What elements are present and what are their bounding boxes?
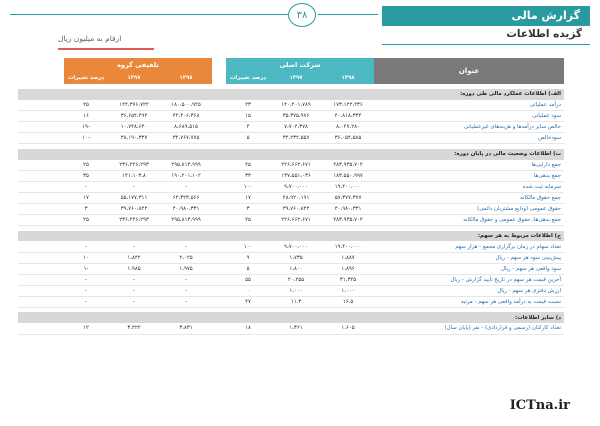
section-header-row <box>18 312 564 323</box>
unit-note: ارقام به میلیون ریال <box>58 34 122 43</box>
cell-cp: ۵۵ <box>226 274 270 285</box>
company-year1-header: ۱۳۹۸ <box>322 71 374 84</box>
cell-gp: - <box>64 241 108 252</box>
cell-c98: ۳۶،۰۵۴،۵۸۵ <box>322 133 374 144</box>
cell-c97: ۱۴۰،۴۰۱،۷۸۹ <box>270 100 322 111</box>
table-row <box>18 100 564 111</box>
cell-gp: -۱۹ <box>64 122 108 133</box>
cell-gp: ۱۰ <box>64 252 108 263</box>
cell-cp: ۳ <box>226 204 270 215</box>
cell-cp: ۵ <box>226 263 270 274</box>
table-row <box>18 241 564 252</box>
section-header-row <box>18 231 564 242</box>
cell-c97: ۳۴،۲۳۲،۵۵۷ <box>270 133 322 144</box>
cell-g97: - <box>108 296 160 307</box>
row-label: پیش‌بینی سود هر سهم - ریال <box>374 252 564 263</box>
cell-gp: - <box>64 296 108 307</box>
table-row <box>18 133 564 144</box>
table-row <box>18 193 564 204</box>
row-label: جمع بدهی‌ها <box>374 171 564 182</box>
section-header-row <box>18 149 564 160</box>
report-title: گزارش مالی <box>382 6 590 26</box>
table-row <box>18 323 564 334</box>
company-year2-header: ۱۳۹۷ <box>270 71 322 84</box>
row-label: تعداد سهام در زمان برگزاری مجمع - هزار سهم <box>374 241 564 252</box>
cell-g97: ۱۴۴،۳۷۶،۷۲۲ <box>108 100 160 111</box>
cell-c98: ۱،۶۰۵ <box>322 323 374 334</box>
cell-g97: ۱۴۱،۱۰۳،۸ <box>108 171 160 182</box>
header-rule-left <box>10 14 288 15</box>
cell-c98: ۱،۰۰۰ <box>322 285 374 296</box>
cell-c98: ۱۹،۴۰۰،۰۰۰ <box>322 241 374 252</box>
group-year2-header: ۱۳۹۷ <box>108 71 160 84</box>
cell-gp: ۱۷ <box>64 193 108 204</box>
cell-g97: ۳۸،۱۹۰،۳۳۷ <box>108 133 160 144</box>
cell-cp: ۱۰۰ <box>226 182 270 193</box>
cell-gp: ۱۶ <box>64 111 108 122</box>
table-row <box>18 252 564 263</box>
cell-g98: ۳۴،۷۶۷،۷۷۵ <box>160 133 212 144</box>
site-watermark: ICTna.ir <box>509 398 570 413</box>
cell-gp: - <box>64 274 108 285</box>
cell-g98: ۴۰،۹۸۰،۳۳۱ <box>160 204 212 215</box>
cell-gp: - <box>64 182 108 193</box>
cell-gp: ۲۵ <box>64 100 108 111</box>
cell-g97: ۳۶،۶۵۴،۴۹۴ <box>108 111 160 122</box>
cell-c97: ۴۸،۹۲۰،۱۹۱ <box>270 193 322 204</box>
cell-c97: ۱،۳۶۱ <box>270 323 322 334</box>
group-header: تلفیقی گروه <box>64 58 212 71</box>
cell-c98: ۸،۰۲۷،۲۸۰ <box>322 122 374 133</box>
cell-g98: ۱۸۰،۵۰۰،۹۴۵ <box>160 100 212 111</box>
cell-cp: ۲۳ <box>226 100 270 111</box>
cell-g98: - <box>160 241 212 252</box>
table-row <box>18 122 564 133</box>
cell-gp: -۱۰ <box>64 133 108 144</box>
cell-c97: ۲۰،۲۵۵ <box>270 274 322 285</box>
cell-cp: ۱۰۰ <box>226 241 270 252</box>
row-label: درآمد عملیاتی <box>374 100 564 111</box>
subtitle-underline <box>382 44 590 45</box>
group-year1-header: ۱۳۹۸ <box>160 71 212 84</box>
cell-c97: ۱،۷۳۵ <box>270 252 322 263</box>
cell-g98: ۳،۸۳۱ <box>160 323 212 334</box>
cell-g98: ۸،۶۸۹،۵۱۵ <box>160 122 212 133</box>
section-title: د) سایر اطلاعات: <box>18 312 564 323</box>
cell-g98: ۲،۰۲۵ <box>160 252 212 263</box>
row-label: سود عملیاتی <box>374 111 564 122</box>
cell-c98: ۴۰،۹۸۰،۳۳۱ <box>322 204 374 215</box>
row-label: حقوق عمومی (ودایع مشتریان دائمی) <box>374 204 564 215</box>
row-label: جمع حقوق مالکانه <box>374 193 564 204</box>
cell-c98: ۱۸۳،۵۵۰،۹۹۷ <box>322 171 374 182</box>
cell-g98: ۱۹۰،۲۰۱،۱۰۲ <box>160 171 212 182</box>
cell-g98: ۲۹۵،۸۱۳،۹۹۹ <box>160 215 212 226</box>
row-label: جمع بدهی‌ها، حقوق عمومی و حقوق مالکانه <box>374 215 564 226</box>
row-label: سرمایه ثبت شده <box>374 182 564 193</box>
cell-cp: ۴ <box>226 122 270 133</box>
cell-g98: ۴۲،۴۰۶،۳۶۸ <box>160 111 212 122</box>
cell-cp: ۴۷ <box>226 296 270 307</box>
cell-cp: ۱۷ <box>226 193 270 204</box>
cell-g97: ۱،۸۴۲ <box>108 252 160 263</box>
cell-g97: ۳۹،۷۶۰،۸۴۴ <box>108 204 160 215</box>
table-row <box>18 296 564 307</box>
row-label: خالص سایر درآمدها و هزینه‌های غیرعملیاتی <box>374 122 564 133</box>
cell-g97: ۲۳۶،۲۴۶،۲۹۳ <box>108 215 160 226</box>
cell-gp: ۲۵ <box>64 160 108 171</box>
row-label: تعداد کارکنان (رسمی و قراردادی) - نفر (پایان سال) <box>374 323 564 334</box>
company-header: شرکت اصلی <box>226 58 374 71</box>
cell-g98: ۲۹۵،۸۱۳،۹۹۹ <box>160 160 212 171</box>
cell-gp: ۲۵ <box>64 215 108 226</box>
financial-table <box>18 58 564 335</box>
section-subtitle: گزیده اطلاعات <box>506 28 582 40</box>
table-row <box>18 111 564 122</box>
cell-c97: ۱۱.۳ <box>270 296 322 307</box>
cell-c97: ۹،۷۰۰،۰۰۰ <box>270 241 322 252</box>
cell-c97: ۳۹،۷۶۰،۸۴۴ <box>270 204 322 215</box>
cell-c97: ۳۵،۳۷۵،۹۷۶ <box>270 111 322 122</box>
table-row <box>18 263 564 274</box>
cell-c98: ۱،۸۹۶ <box>322 263 374 274</box>
cell-g98: ۱،۹۷۵ <box>160 263 212 274</box>
cell-cp: ۱۵ <box>226 111 270 122</box>
cell-g97: ۱،۹۸۵ <box>108 263 160 274</box>
cell-cp: ۱۸ <box>226 323 270 334</box>
cell-cp: ۲۵ <box>226 160 270 171</box>
table-row <box>18 182 564 193</box>
cell-cp: ۹ <box>226 252 270 263</box>
header-rule-right <box>318 14 378 15</box>
table-row <box>18 204 564 215</box>
cell-g98: - <box>160 182 212 193</box>
cell-c97: ۷،۷۰۴،۳۷۸ <box>270 122 322 133</box>
row-label: جمع دارایی‌ها <box>374 160 564 171</box>
cell-gp: - <box>64 285 108 296</box>
cell-c98: ۳۱،۳۲۵ <box>322 274 374 285</box>
row-label: سودخالص <box>374 133 564 144</box>
cell-gp: -۱ <box>64 263 108 274</box>
page-number: ۳۸ <box>288 3 316 27</box>
cell-cp: ۳۳ <box>226 171 270 182</box>
table-row <box>18 160 564 171</box>
row-label: ارزش دفتری هر سهم - ریال <box>374 285 564 296</box>
cell-gp: ۱۲ <box>64 323 108 334</box>
cell-c97: ۲۲۶،۶۶۲،۶۷۱ <box>270 160 322 171</box>
cell-g98: - <box>160 296 212 307</box>
section-title: ب) اطلاعات وضعیت مالی در پایان دوره: <box>18 149 564 160</box>
cell-g98: ۶۴،۳۲۳،۵۶۶ <box>160 193 212 204</box>
row-label: آخرین قیمت هر سهم در تاریخ تأیید گزارش - ریال <box>374 274 564 285</box>
section-header-row <box>18 89 564 100</box>
company-pct-header: درصد تغییرات <box>226 71 270 84</box>
cell-g97: - <box>108 241 160 252</box>
group-pct-header: درصد تغییرات <box>64 71 108 84</box>
table-row <box>18 285 564 296</box>
cell-g97: ۱۰،۷۴۸،۶۴۰ <box>108 122 160 133</box>
cell-cp: ۲۵ <box>226 215 270 226</box>
cell-c97: ۹،۷۰۰،۰۰۰ <box>270 182 322 193</box>
column-title-header: عنوان <box>374 58 564 84</box>
cell-c98: ۱۷۳،۱۴۲،۲۳۶ <box>322 100 374 111</box>
cell-cp: ۰ <box>226 285 270 296</box>
cell-c98: ۱۶.۵ <box>322 296 374 307</box>
unit-note-underline <box>58 48 154 50</box>
cell-c98: ۵۷،۳۷۷،۳۷۷ <box>322 193 374 204</box>
row-label: سود واقعی هر سهم - ریال <box>374 263 564 274</box>
row-label: نسبت قیمت به درآمد واقعی هر سهم - مرتبه <box>374 296 564 307</box>
cell-c97: ۲۲۶،۶۶۲،۶۷۱ <box>270 215 322 226</box>
cell-c97: ۱۳۷،۵۵۱،۰۳۶ <box>270 171 322 182</box>
cell-g98: - <box>160 274 212 285</box>
cell-g97: ۲۳۶،۲۴۶،۲۹۳ <box>108 160 160 171</box>
cell-g98: - <box>160 285 212 296</box>
cell-c97: ۱،۸۰۰ <box>270 263 322 274</box>
cell-g97: ۵۵،۱۷۷،۳۱۱ <box>108 193 160 204</box>
cell-gp: ۳ <box>64 204 108 215</box>
cell-g97: - <box>108 274 160 285</box>
cell-g97: - <box>108 182 160 193</box>
table-row <box>18 171 564 182</box>
table-row <box>18 274 564 285</box>
cell-g97: ۳،۴۲۲ <box>108 323 160 334</box>
cell-c97: ۱،۰۰۰ <box>270 285 322 296</box>
cell-gp: ۳۵ <box>64 171 108 182</box>
cell-c98: ۱،۸۸۷ <box>322 252 374 263</box>
cell-c98: ۱۹،۴۰۰،۰۰۰ <box>322 182 374 193</box>
cell-c98: ۲۸۳،۹۳۵،۷۰۴ <box>322 215 374 226</box>
section-title: ج) اطلاعات مربوط به هر سهم: <box>18 231 564 242</box>
table-row <box>18 215 564 226</box>
cell-g97: - <box>108 285 160 296</box>
cell-c98: ۲۸۳،۹۳۵،۷۰۴ <box>322 160 374 171</box>
section-title: الف) اطلاعات عملکرد مالی طی دوره: <box>18 89 564 100</box>
cell-c98: ۴۰،۸۱۸،۳۳۴ <box>322 111 374 122</box>
cell-cp: ۵ <box>226 133 270 144</box>
